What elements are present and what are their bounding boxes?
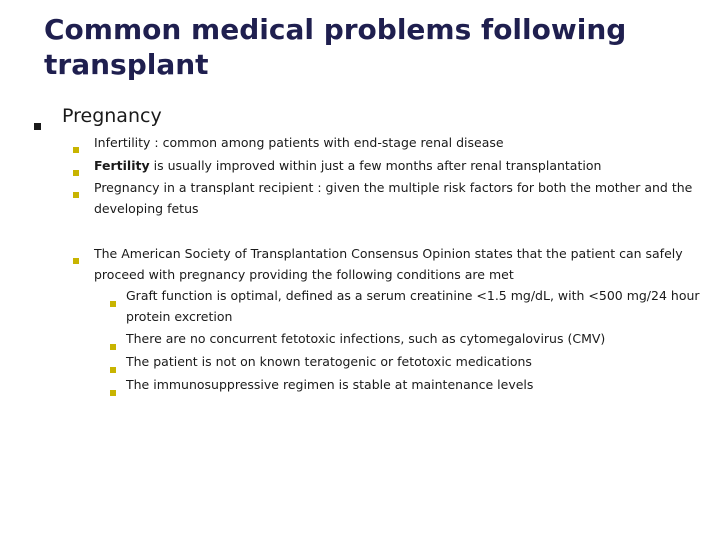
section-heading-text: Pregnancy — [62, 105, 162, 127]
square-bullet-icon — [110, 292, 116, 313]
list-item — [73, 177, 698, 219]
square-bullet-icon — [73, 183, 79, 204]
square-bullet-icon — [110, 381, 116, 402]
slide-title: Common medical problems following transplant — [44, 13, 627, 81]
sub-list-item — [110, 374, 700, 395]
list-item-text — [94, 155, 698, 176]
sub-list-item-text: There are no concurrent fetotoxic infections, such as cytomegalovirus (CMV) — [126, 331, 606, 346]
list-item-rest: is usually improved within just a few months after renal transplantation — [149, 158, 602, 173]
list-item — [73, 243, 698, 285]
list-item-text: Infertility : common among patients with end-stage renal disease — [94, 135, 504, 150]
list-item — [73, 155, 698, 176]
sub-list-item-text: The patient is not on known teratogenic or fetotoxic medications — [126, 354, 532, 369]
sub-list-item — [110, 351, 700, 372]
sub-list-item — [110, 285, 700, 327]
list-item — [73, 132, 698, 153]
sub-list-item-text: Graft function is optimal, defined as a serum creatinine <1.5 mg/dL, with <500 mg/24 hour protein excretion — [126, 288, 700, 324]
list-item-text: Pregnancy in a transplant recipient : given the multiple risk factors for both the mother and the developing fetus — [94, 180, 693, 216]
sub-list-item-text: The immunosuppressive regimen is stable at maintenance levels — [126, 377, 534, 392]
list-item-text: The American Society of Transplantation Consensus Opinion states that the patient can safely proceed with pregnancy providing the following conditions are met — [94, 246, 683, 282]
square-bullet-icon — [34, 112, 41, 136]
square-bullet-icon — [73, 249, 79, 270]
sub-list-item — [110, 328, 700, 349]
list-item-bold-term: Fertility — [94, 158, 150, 173]
